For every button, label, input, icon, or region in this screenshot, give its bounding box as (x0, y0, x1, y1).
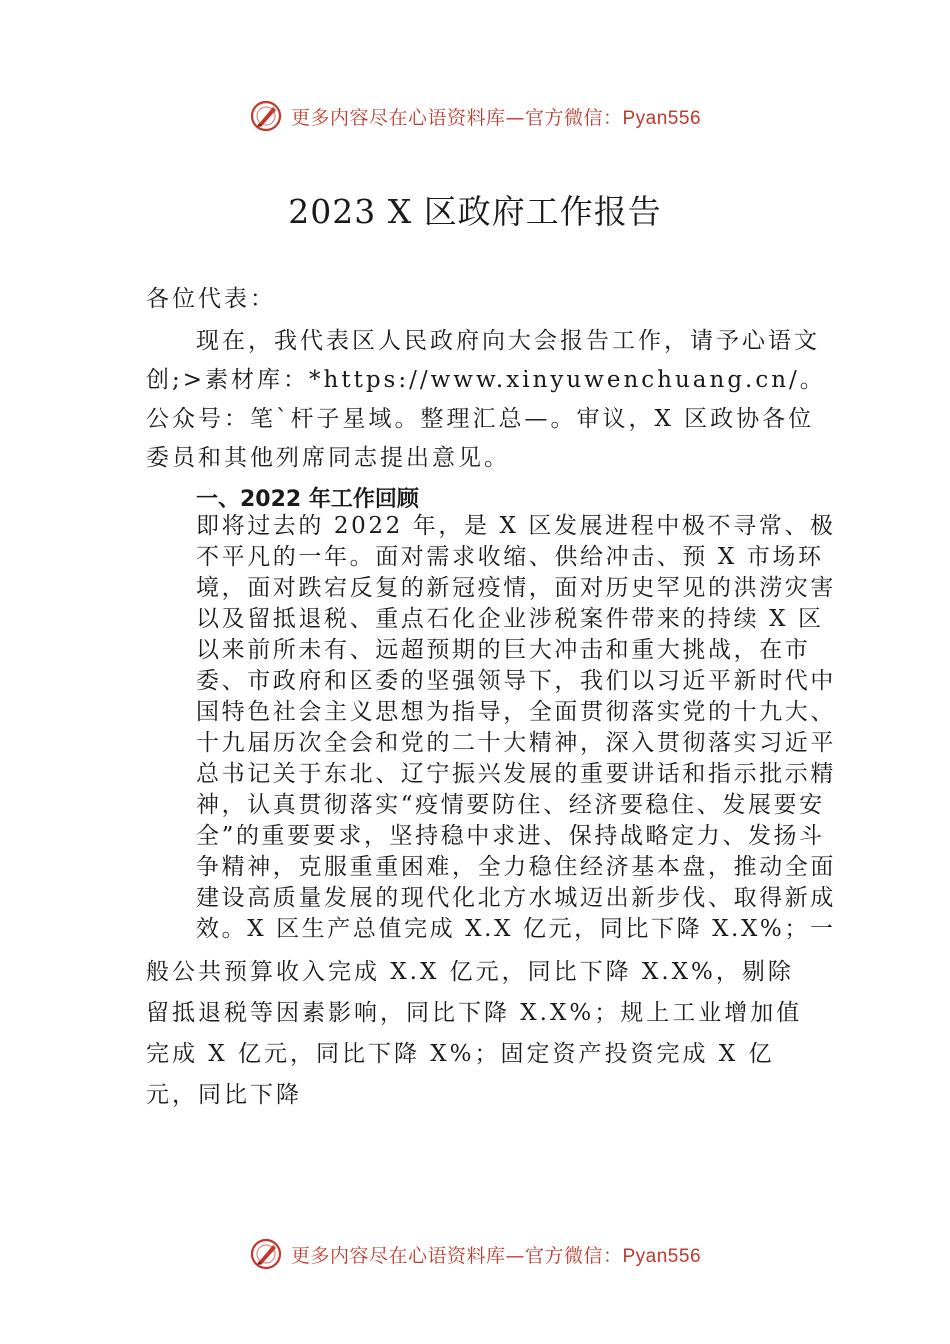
watermark-text: 更多内容尽在心语资料库—官方微信：Pyan556 (290, 106, 702, 129)
header-watermark (0, 96, 950, 136)
footer-watermark (0, 1234, 950, 1274)
watermark-text: 更多内容尽在心语资料库—官方微信：Pyan556 (290, 1244, 702, 1267)
section-body-paragraph: 即将过去的 2022 年，是 X 区发展进程中极不寻常、极不平凡的一年。面对需求收缩、供给冲击、预 X 市场环境，面对跌宕反复的新冠疫情，面对历史罕见的洪涝灾害以及留抵退税、重点石化企业涉税案件带来的持续 X 区以来前所未有、远超预期的巨大冲击和重大挑战，在市委、市政府和区委的坚强领导下，我们以习近平新时代中国特色社会主义思想为指导，全面贯彻落实党的十九大、十九届历次全会和党的二十大精神，深入贯彻落实习近平总书记关于东北、辽宁振兴发展的重要讲话和指示批示精神，认真贯彻落实“疫情要防住、经济要稳住、发展要安全”的重要要求，坚持稳中求进、保持战略定力、发扬斗争精神，克服重重困难，全力稳住经济基本盘，推动全面建设高质量发展的现代化北方水城迈出新步伐、取得新成效。X 区生产总值完成 X.X 亿元，同比下降 X.X%；一 (196, 513, 836, 942)
section-heading: 一、2022 年工作回顾 (196, 487, 419, 512)
pen-circle-logo-icon (249, 99, 283, 133)
section-body-continuation: 般公共预算收入完成 X.X 亿元，同比下降 X.X%，剔除留抵退税等因素影响，同比下降 X.X%；规上工业增加值完成 X 亿元，同比下降 X%；固定资产投资完成 X 亿元，同比下降 (146, 959, 803, 1108)
intro-paragraph: 现在，我代表区人民政府向大会报告工作，请予心语文创;>素材库：*https://www.xinyuwenchuang.cn/。公众号：笔`杆子星域。整理汇总—。审议，X 区政协各位委员和其他列席同志提出意见。 (146, 328, 826, 471)
salutation: 各位代表： (146, 286, 276, 312)
pen-circle-logo-icon (249, 1237, 283, 1271)
document-title: 2023 X 区政府工作报告 (288, 192, 662, 231)
